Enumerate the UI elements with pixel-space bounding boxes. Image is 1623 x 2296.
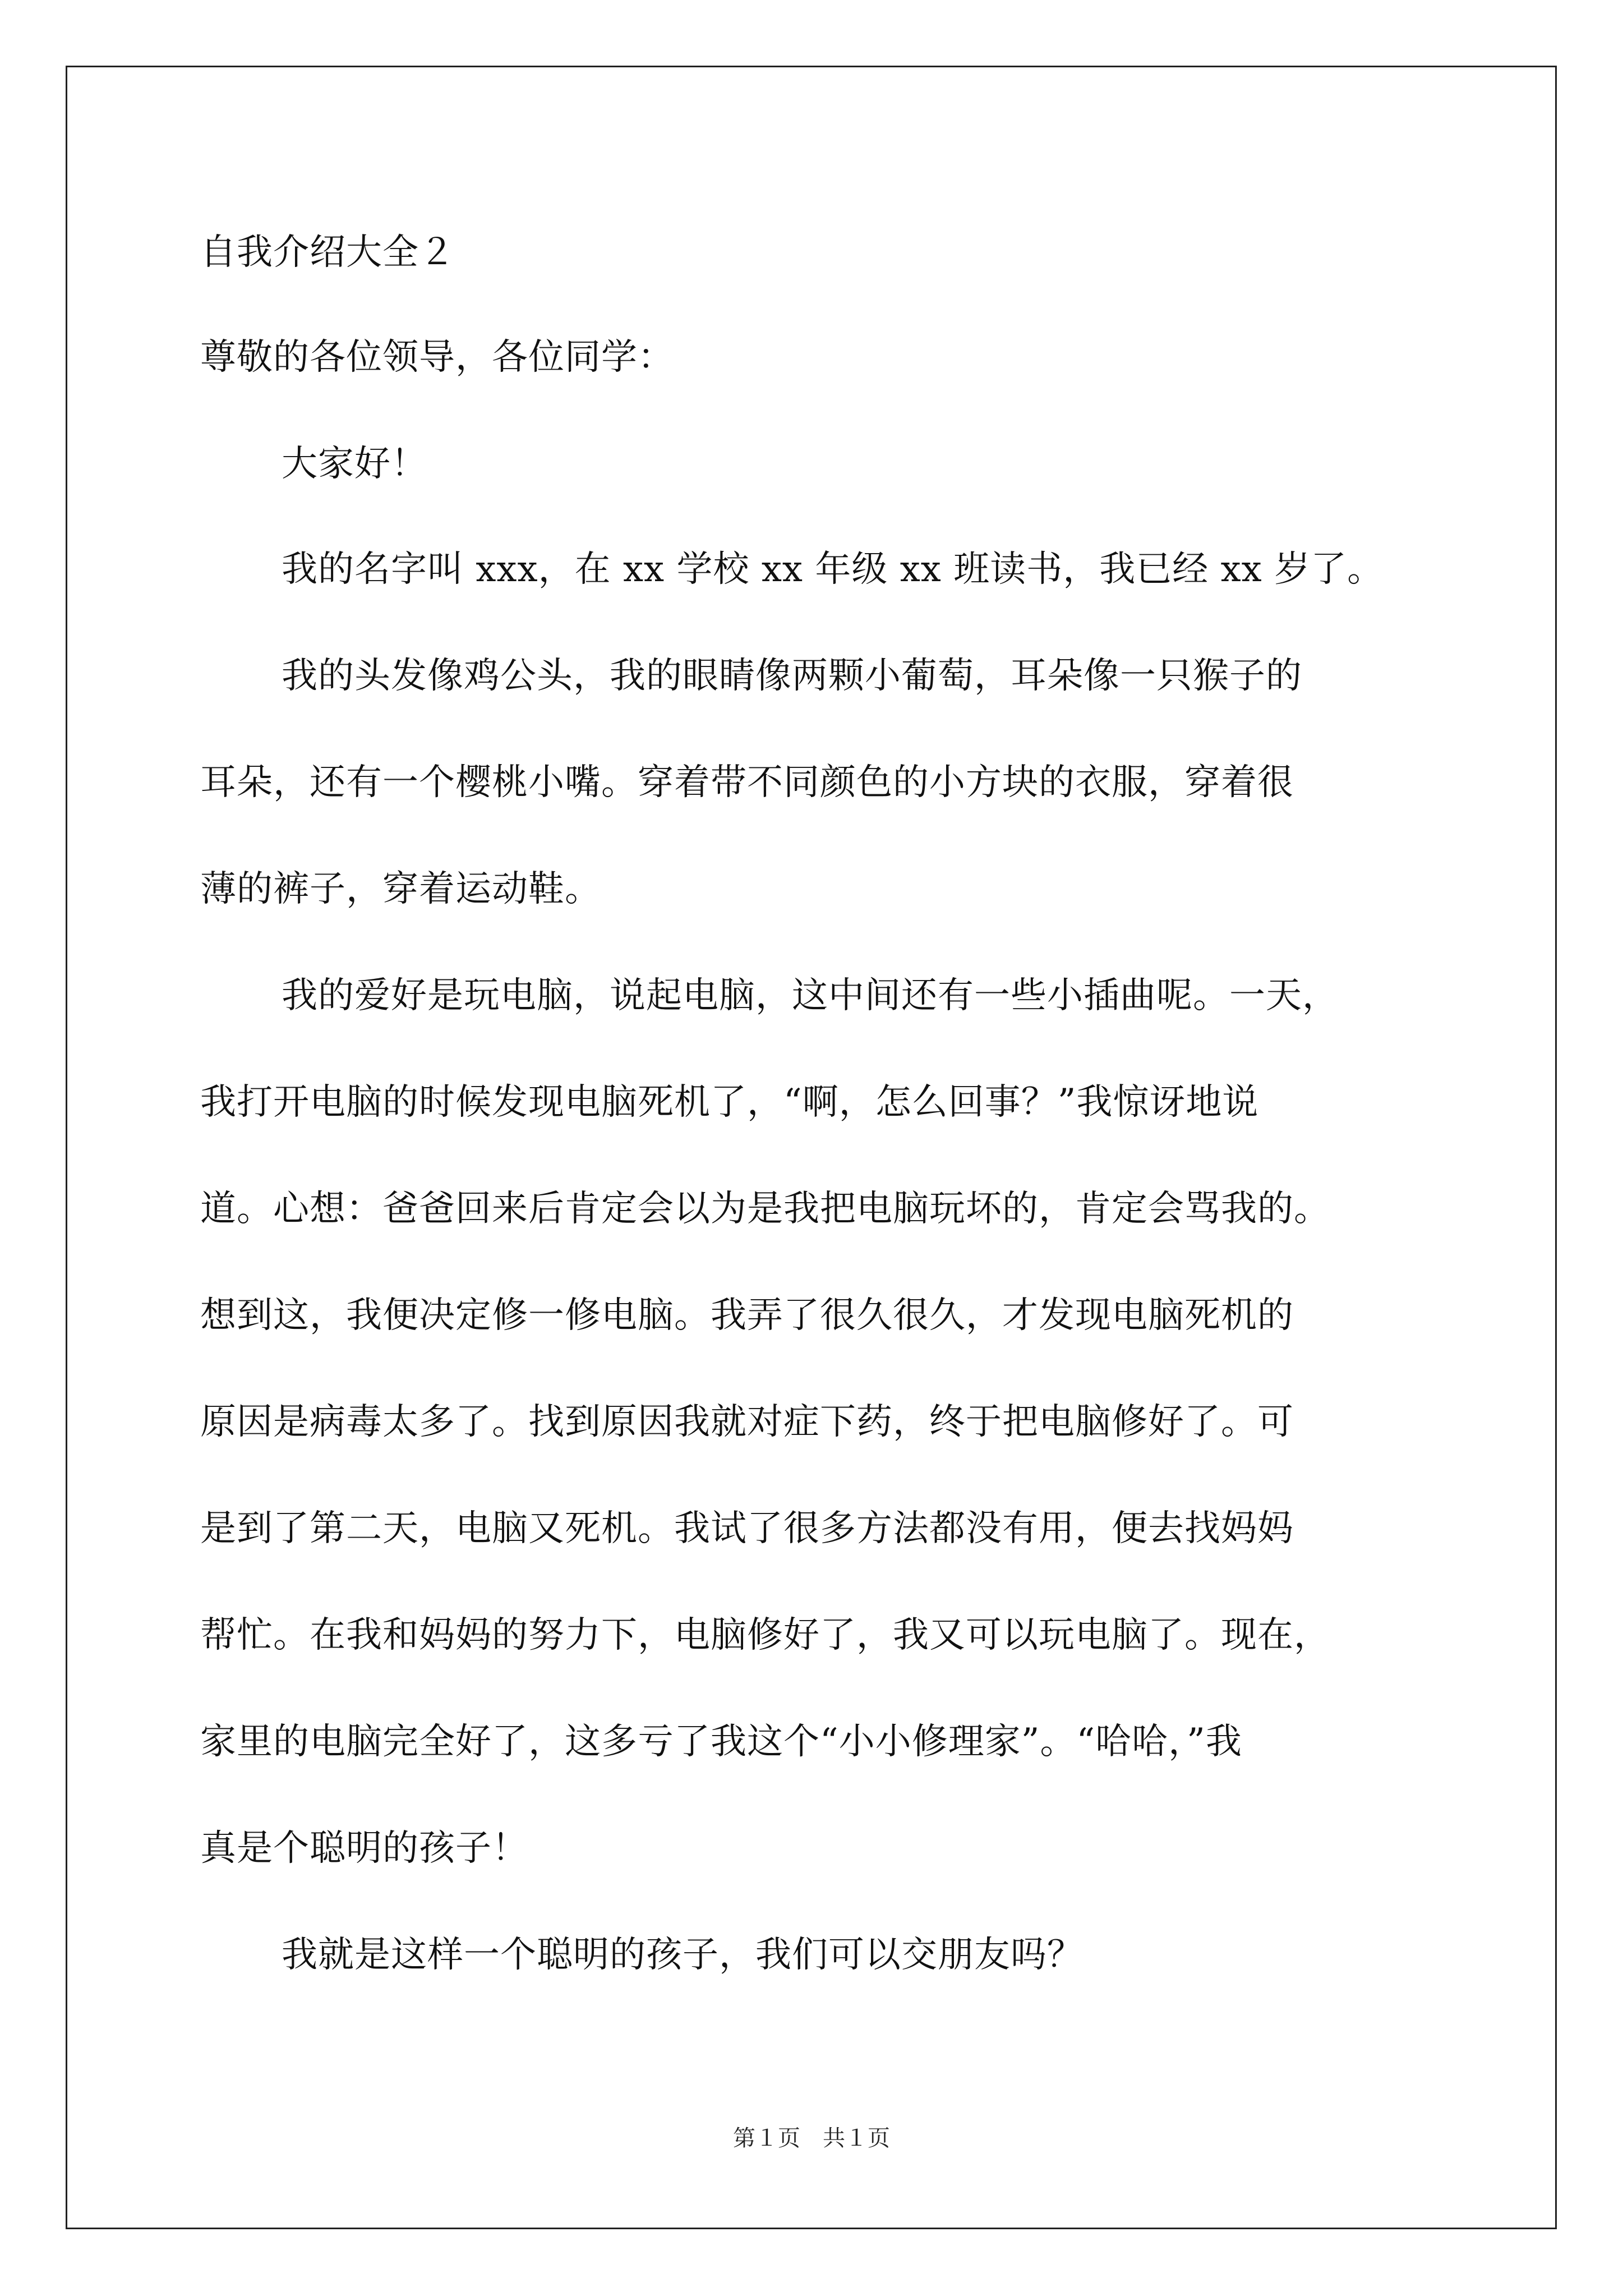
document-title: 自我介绍大全２ bbox=[200, 232, 455, 273]
paragraph-line: 道。心想：爸爸回来后肯定会以为是我把电脑玩坏的，肯定会骂我的。 bbox=[200, 1188, 1330, 1230]
paragraph-line: 帮忙。在我和妈妈的努力下，电脑修好了，我又可以玩电脑了。现在， bbox=[200, 1614, 1330, 1656]
paragraph-line: 我就是这样一个聪明的孩子，我们可以交朋友吗？ bbox=[282, 1934, 1083, 1976]
page-number-footer: 第１页 共１页 bbox=[733, 2125, 890, 2151]
paragraph-line: 原因是病毒太多了。找到原因我就对症下药，终于把电脑修好了。可 bbox=[200, 1401, 1294, 1443]
paragraph-line: 我的头发像鸡公头，我的眼睛像两颗小葡萄，耳朵像一只猴子的 bbox=[282, 655, 1302, 697]
paragraph-line: 我的名字叫 xxx，在 xx 学校 xx 年级 xx 班读书，我已经 xx 岁了。 bbox=[282, 549, 1384, 590]
paragraph-line: 耳朵，还有一个樱桃小嘴。穿着带不同颜色的小方块的衣服，穿着很 bbox=[200, 762, 1294, 803]
page-border bbox=[66, 66, 1557, 2229]
paragraph-line: 家里的电脑完全好了，这多亏了我这个“小小修理家”。“哈哈，”我 bbox=[200, 1721, 1242, 1763]
greeting: 大家好！ bbox=[282, 443, 427, 485]
paragraph-line: 我的爱好是玩电脑，说起电脑，这中间还有一些小插曲呢。一天， bbox=[282, 975, 1339, 1016]
paragraph-line: 我打开电脑的时候发现电脑死机了，“啊，怎么回事？”我惊讶地说 bbox=[200, 1082, 1259, 1123]
salutation: 尊敬的各位领导，各位同学： bbox=[200, 337, 674, 378]
paragraph-line: 想到这，我便决定修一修电脑。我弄了很久很久，才发现电脑死机的 bbox=[200, 1295, 1294, 1336]
paragraph-line: 真是个聪明的孩子！ bbox=[200, 1828, 528, 1869]
paragraph-line: 是到了第二天，电脑又死机。我试了很多方法都没有用，便去找妈妈 bbox=[200, 1508, 1294, 1549]
paragraph-line: 薄的裤子，穿着运动鞋。 bbox=[200, 868, 601, 910]
